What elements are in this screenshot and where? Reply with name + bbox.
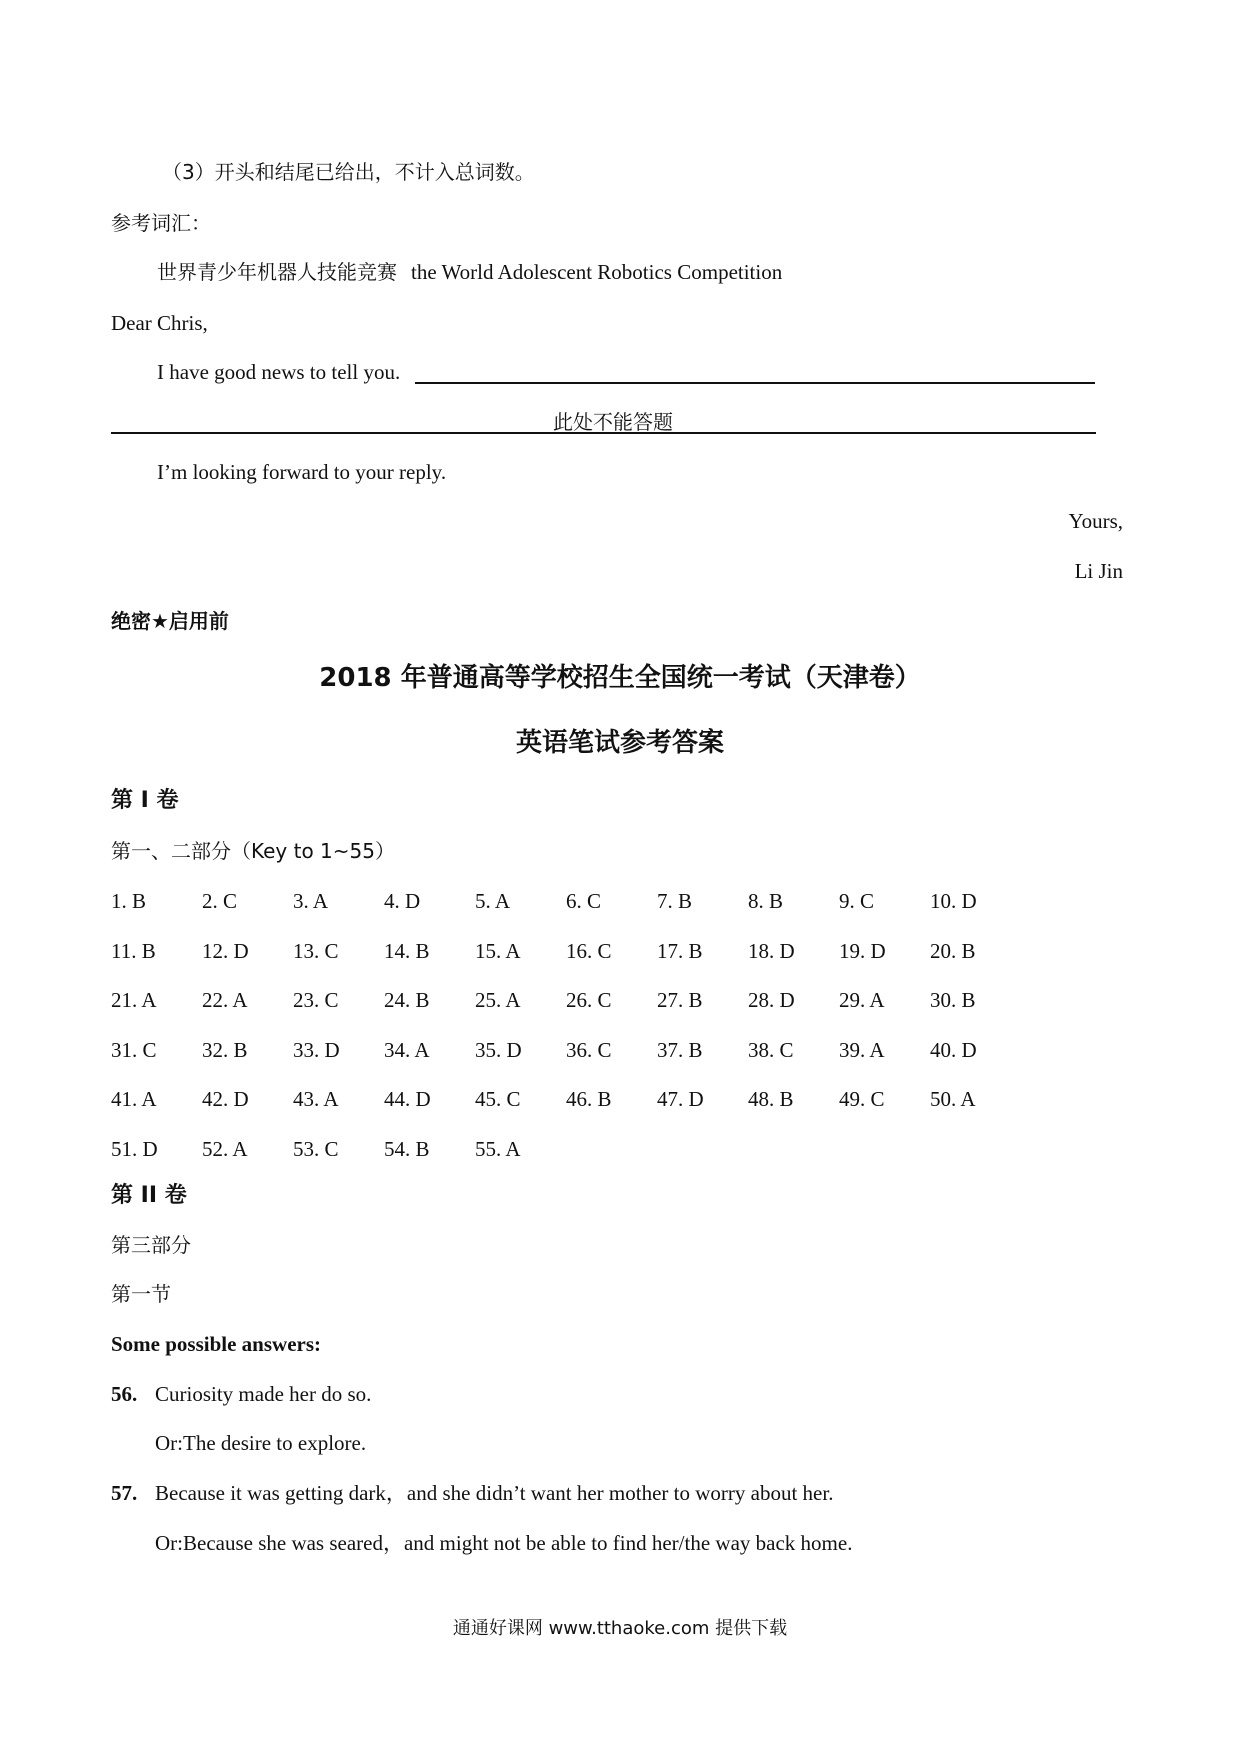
q56-number: 56. [111, 1382, 138, 1406]
answer-item: 4. D [384, 889, 421, 913]
answer-item: 20. B [930, 939, 976, 963]
answer-item: 1. B [111, 889, 147, 913]
answer-item: 10. D [930, 889, 977, 913]
answer-item: 48. B [748, 1087, 794, 1111]
answer-item: 37. B [657, 1038, 703, 1062]
answer-item: 53. C [293, 1137, 339, 1161]
part1-section: 第一、二部分（Key to 1~55） [111, 839, 395, 863]
answer-item: 51. D [111, 1137, 158, 1161]
answer-item: 22. A [202, 988, 248, 1012]
answer-item: 40. D [930, 1038, 977, 1062]
answer-item: 23. C [293, 988, 339, 1012]
answer-item: 50. A [930, 1087, 976, 1111]
answer-item: 38. C [748, 1038, 794, 1062]
answer-item: 27. B [657, 988, 703, 1012]
page-subtitle: 英语笔试参考答案 [515, 728, 724, 758]
answer-item: 29. A [839, 988, 885, 1012]
answer-item: 34. A [384, 1038, 430, 1062]
answer-item: 54. B [384, 1137, 430, 1161]
answer-item: 42. D [202, 1087, 249, 1111]
answer-line-2 [111, 432, 1096, 434]
answer-item: 33. D [293, 1038, 340, 1062]
letter-signature: Li Jin [1074, 559, 1123, 583]
answer-item: 25. A [475, 988, 521, 1012]
vocab-cn: 世界青少年机器人技能竞赛 [157, 260, 397, 284]
answer-item: 18. D [748, 939, 795, 963]
instruction-note-3: （3）开头和结尾已给出，不计入总词数。 [162, 160, 535, 184]
answer-item: 15. A [475, 939, 521, 963]
answer-item: 31. C [111, 1038, 157, 1062]
answer-item: 45. C [475, 1087, 521, 1111]
answer-item: 55. A [475, 1137, 521, 1161]
answer-item: 8. B [748, 889, 784, 913]
answer-item: 52. A [202, 1137, 248, 1161]
answer-item: 14. B [384, 939, 430, 963]
answer-item: 30. B [930, 988, 976, 1012]
answer-item: 49. C [839, 1087, 885, 1111]
answer-item: 9. C [839, 889, 875, 913]
answer-item: 5. A [475, 889, 511, 913]
answer-item: 36. C [566, 1038, 612, 1062]
answer-item: 39. A [839, 1038, 885, 1062]
answer-item: 35. D [475, 1038, 522, 1062]
answer-item: 19. D [839, 939, 886, 963]
letter-greeting: Dear Chris, [111, 311, 208, 335]
answer-item: 28. D [748, 988, 795, 1012]
answer-item: 32. B [202, 1038, 248, 1062]
letter-opening: I have good news to tell you. [157, 360, 401, 384]
vocab-entry [157, 259, 782, 285]
answer-item: 43. A [293, 1087, 339, 1111]
letter-closing: I’m looking forward to your reply. [157, 460, 447, 484]
answer-item: 2. C [202, 889, 238, 913]
q57-alt-answer: Or:Because she was seared，and might not be able to find her/the way back home. [155, 1531, 853, 1555]
q56-alt-answer: Or:The desire to explore. [155, 1431, 367, 1455]
answer-item: 47. D [657, 1087, 704, 1111]
answer-item: 17. B [657, 939, 703, 963]
answer-item: 46. B [566, 1087, 612, 1111]
answer-item: 11. B [111, 939, 156, 963]
possible-answers-label: Some possible answers: [111, 1332, 322, 1356]
answer-item: 3. A [293, 889, 329, 913]
answer-item: 21. A [111, 988, 157, 1012]
answer-item: 7. B [657, 889, 693, 913]
answer-item: 24. B [384, 988, 430, 1012]
no-answer-notice: 此处不能答题 [553, 410, 673, 434]
answer-item: 16. C [566, 939, 612, 963]
page-title: 2018 年普通高等学校招生全国统一考试（天津卷） [319, 663, 921, 693]
part1-heading: 第 I 卷 [111, 788, 179, 813]
part2-subsection: 第一节 [111, 1282, 171, 1306]
part2-section: 第三部分 [111, 1233, 191, 1257]
answer-item: 41. A [111, 1087, 157, 1111]
secret-label: 绝密★启用前 [111, 609, 229, 633]
vocab-en: the World Adolescent Robotics Competition [411, 260, 783, 284]
q56-answer: Curiosity made her do so. [155, 1382, 372, 1406]
letter-sign-off: Yours, [1068, 509, 1123, 533]
q57-number: 57. [111, 1481, 138, 1505]
q57-answer: Because it was getting dark，and she didn’t want her mother to worry about her. [155, 1481, 834, 1505]
answer-item: 6. C [566, 889, 602, 913]
answer-item: 13. C [293, 939, 339, 963]
page-footer: 通通好课网 www.tthaoke.com 提供下载 [452, 1618, 788, 1639]
answer-line-1 [415, 382, 1095, 384]
part2-heading: 第 II 卷 [111, 1183, 187, 1208]
answer-item: 26. C [566, 988, 612, 1012]
answer-item: 12. D [202, 939, 249, 963]
answer-item: 44. D [384, 1087, 431, 1111]
vocab-label: 参考词汇： [111, 211, 211, 235]
